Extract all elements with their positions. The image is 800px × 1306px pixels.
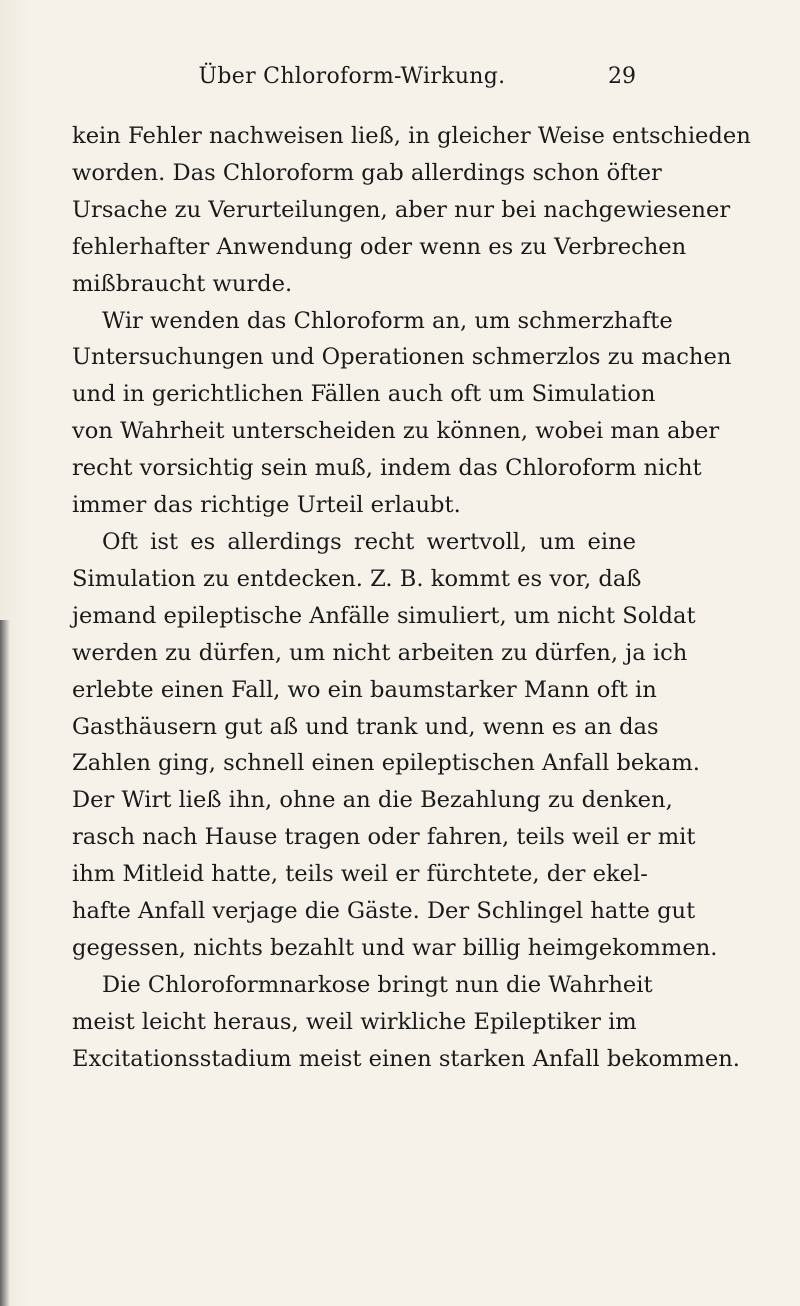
text-line: und in gerichtlichen Fällen auch oft um Simulation — [72, 381, 656, 408]
text-line: recht vorsichtig sein muß, indem das Chloroform nicht — [72, 455, 702, 482]
text-line: mißbraucht wurde. — [72, 270, 293, 297]
text-line: ihm Mitleid hatte, teils weil er fürchtete, der ekel- — [72, 861, 648, 888]
text-line: fehlerhafter Anwendung oder wenn es zu Verbrechen — [72, 233, 687, 260]
paragraph — [72, 303, 732, 524]
paragraph — [72, 967, 740, 1078]
text-line: rasch nach Hause tragen oder fahren, teils weil er mit — [72, 824, 696, 851]
text-line: immer das richtige Urteil erlaubt. — [72, 492, 461, 519]
text-line: Gasthäusern gut aß und trank und, wenn es an das — [72, 713, 659, 740]
paragraph — [72, 524, 718, 967]
text-line: worden. Das Chloroform gab allerdings schon öfter — [72, 159, 662, 186]
text-line: Die Chloroformnarkose bringt nun die Wahrheit — [102, 971, 653, 998]
text-line: werden zu dürfen, um nicht arbeiten zu dürfen, ja ich — [72, 639, 688, 666]
page-edge-shadow — [0, 620, 10, 1306]
text-line: meist leicht heraus, weil wirkliche Epileptiker im — [72, 1008, 637, 1035]
text-line: Oft ist es allerdings recht wertvoll, um eine — [102, 528, 636, 555]
text-line: kein Fehler nachweisen ließ, in gleicher Weise entschieden — [72, 123, 751, 149]
text-line: Excitationsstadium meist einen starken Anfall bekommen. — [72, 1045, 740, 1072]
text-line: hafte Anfall verjage die Gäste. Der Schlingel hatte gut — [72, 898, 696, 925]
text-line: Untersuchungen und Operationen schmerzlos zu machen — [72, 344, 732, 371]
page-number: 29 — [608, 64, 636, 89]
text-line: Ursache zu Verurteilungen, aber nur bei nachgewiesener — [72, 196, 731, 223]
text-line: gegessen, nichts bezahlt und war billig heimgekommen. — [72, 934, 718, 961]
text-line: Simulation zu entdecken. Z. B. kommt es vor, daß — [72, 565, 642, 592]
text-line: jemand epileptische Anfälle simuliert, um nicht Soldat — [72, 602, 696, 629]
body-text — [72, 118, 751, 1078]
running-head — [72, 64, 632, 104]
text-line: Zahlen ging, schnell einen epileptischen Anfall bekam. — [72, 750, 700, 777]
text-line: Wir wenden das Chloroform an, um schmerzhafte — [102, 307, 673, 334]
paragraph — [72, 118, 751, 303]
text-line: von Wahrheit unterscheiden zu können, wobei man aber — [72, 418, 720, 445]
running-title: Über Chloroform-Wirkung. — [198, 64, 506, 89]
text-line: erlebte einen Fall, wo ein baumstarker Mann oft in — [72, 676, 657, 703]
text-line: Der Wirt ließ ihn, ohne an die Bezahlung zu denken, — [72, 787, 673, 814]
